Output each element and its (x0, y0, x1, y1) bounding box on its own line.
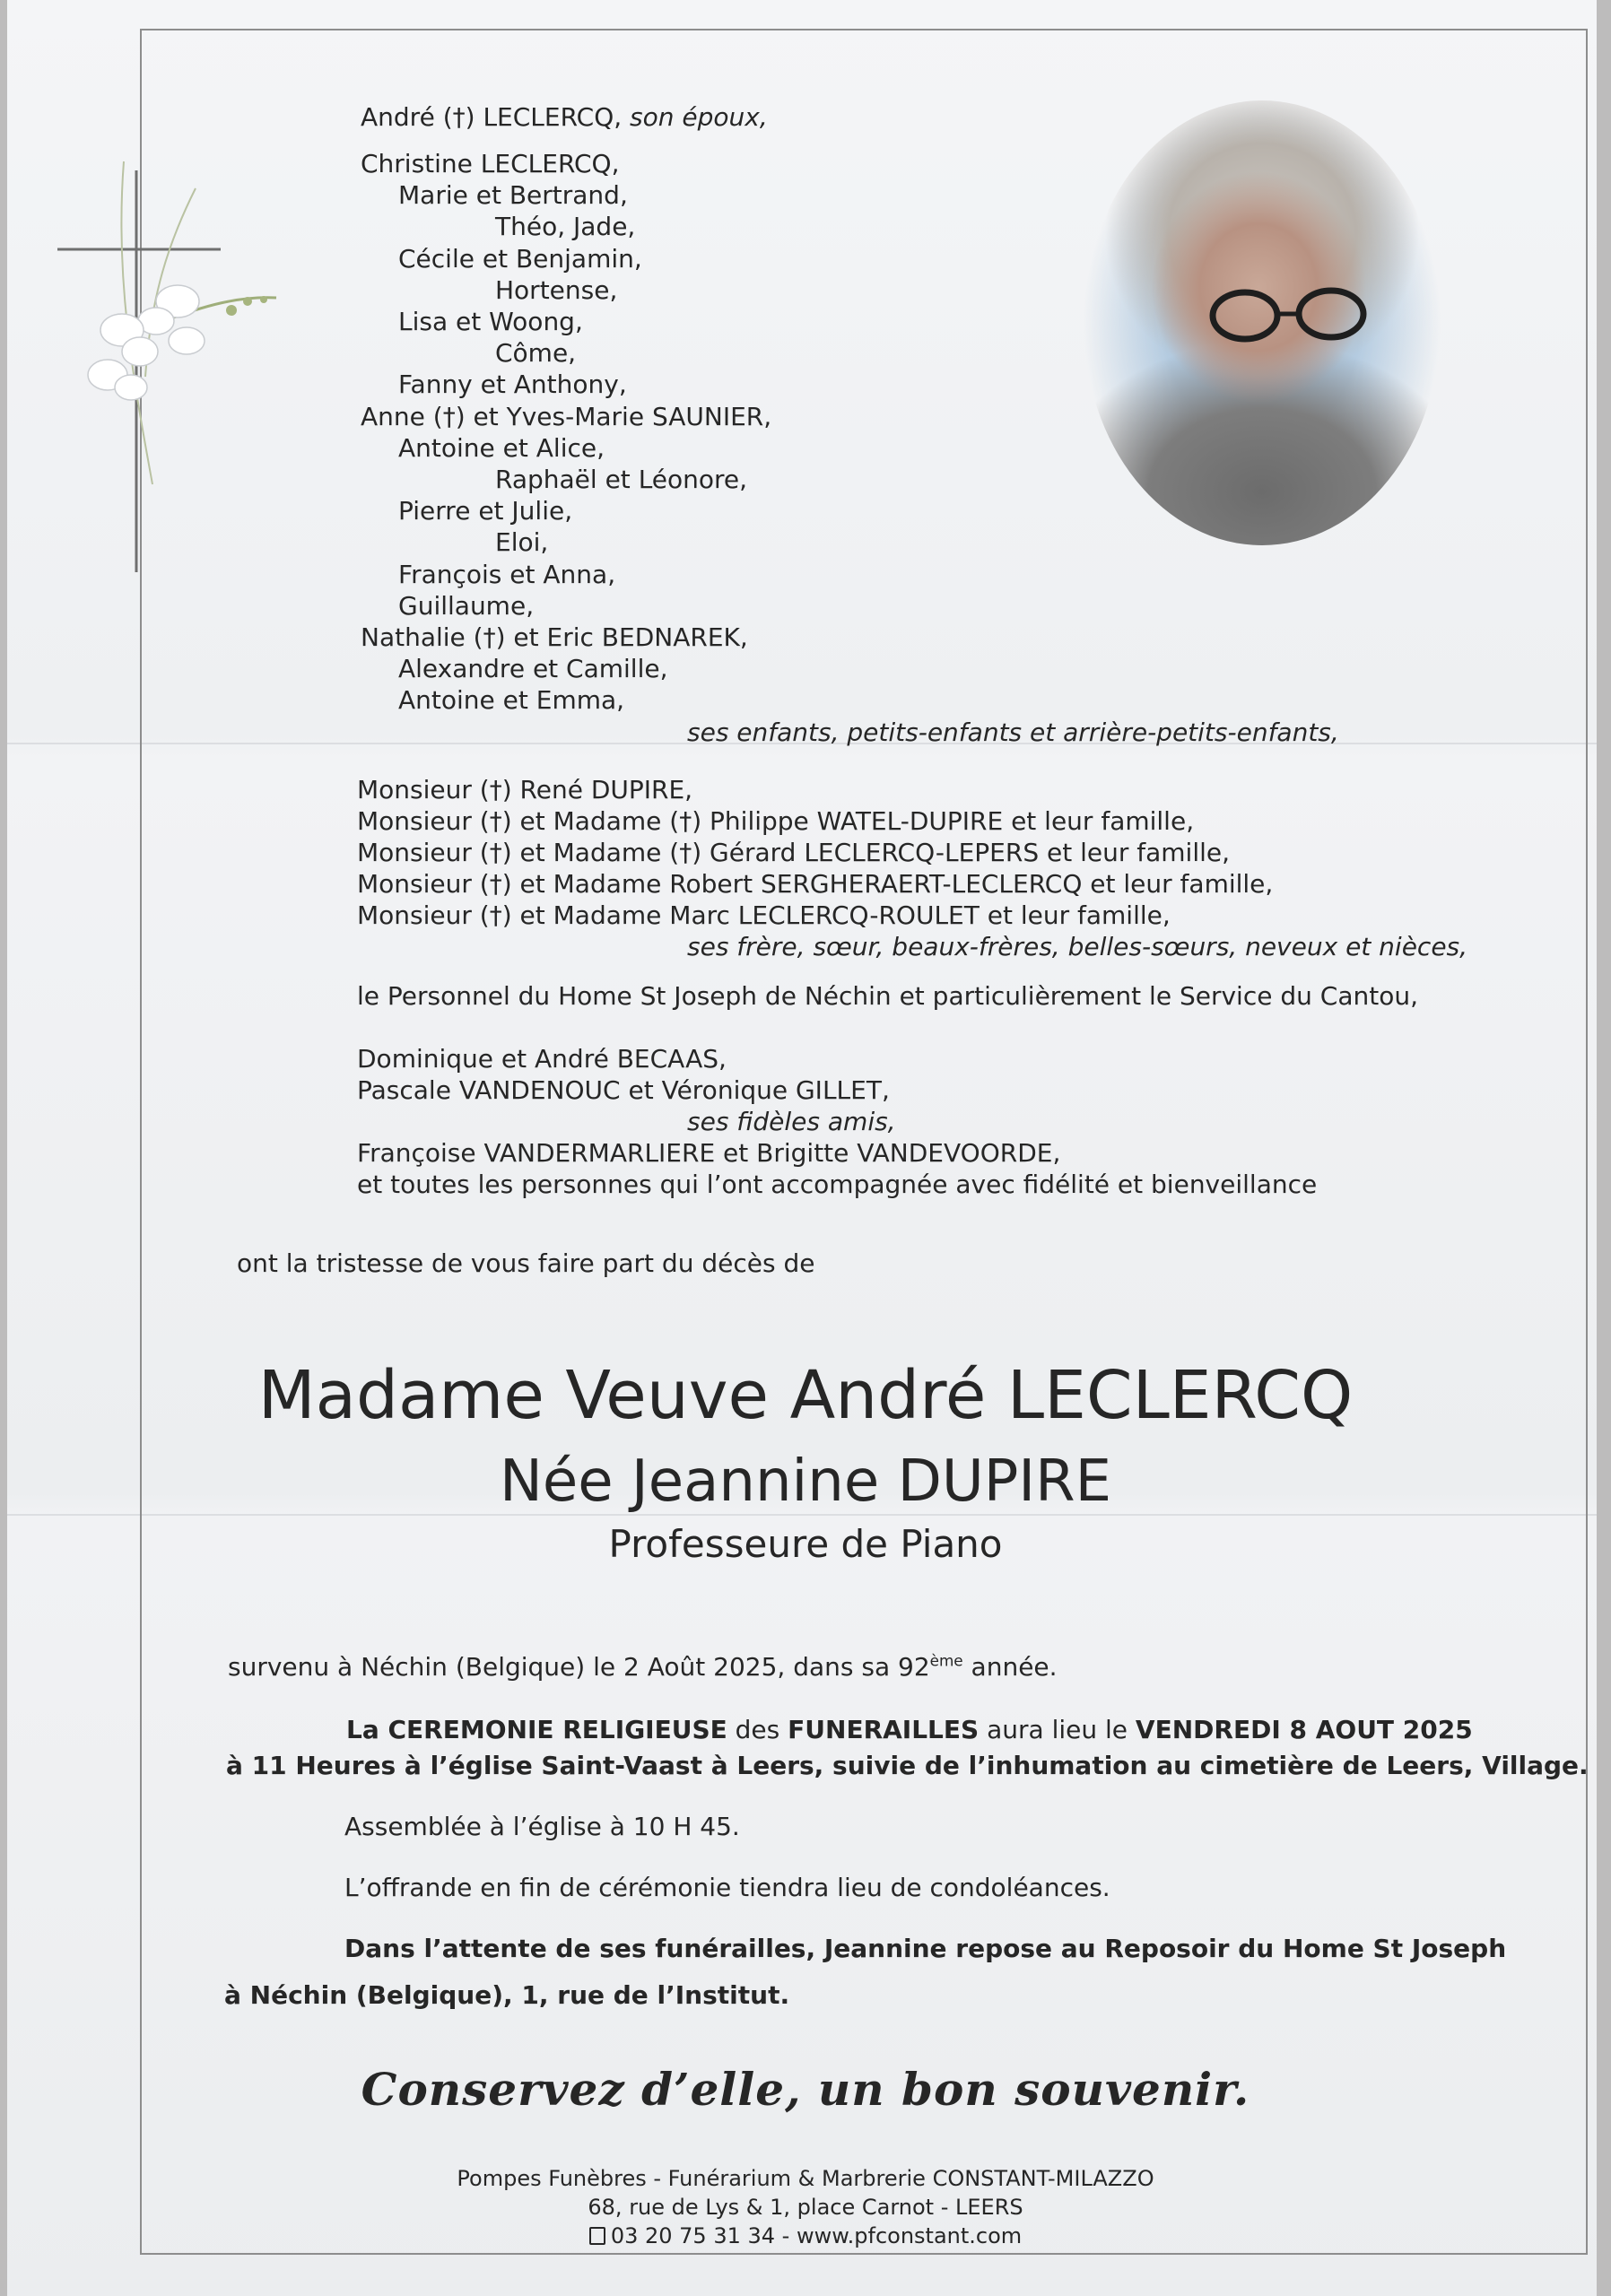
offering-line: L’offrande en fin de cérémonie tiendra lieu de condoléances. (344, 1873, 1110, 1902)
friend-line: et toutes les personnes qui l’ont accompagnée avec fidélité et bienveillance (357, 1170, 1318, 1199)
family-member-line: Théo, Jade, (495, 212, 636, 242)
family-member-line: Hortense, (495, 274, 618, 305)
family-member-line: Alexandre et Camille, (398, 654, 668, 684)
assembly-line: Assemblée à l’église à 10 H 45. (344, 1812, 740, 1841)
family-member-line: Antoine et Alice, (398, 432, 605, 463)
deceased-birth-name: Née Jeannine DUPIRE (499, 1448, 1112, 1515)
rest-line-2: à Néchin (Belgique), 1, rue de l’Institut. (224, 1980, 790, 2010)
rest-line-1: Dans l’attente de ses funérailles, Jeannine repose au Reposoir du Home St Joseph (344, 1934, 1507, 1963)
sibling-line: Monsieur (†) et Madame (†) Gérard LECLERCQ-LEPERS et leur famille, (357, 838, 1231, 867)
deceased-name: Madame Veuve André LECLERCQ (257, 1357, 1354, 1434)
friends-caption: ses fidèles amis, (687, 1107, 896, 1136)
announcement: ont la tristesse de vous faire part du décès de (237, 1248, 815, 1278)
sibling-line: Monsieur (†) et Madame Robert SERGHERAERT-LECLERCQ et leur famille, (357, 869, 1274, 899)
sibling-line: Monsieur (†) et Madame Marc LECLERCQ-ROULET et leur famille, (357, 900, 1171, 930)
family-member-line: Pierre et Julie, (398, 496, 573, 526)
cross-orchid-icon (52, 144, 285, 574)
family-member-line: Antoine et Emma, (398, 685, 625, 716)
funeral-home-address: 68, rue de Lys & 1, place Carnot - LEERS (588, 2195, 1023, 2220)
ceremony-line-1: La CEREMONIE RELIGIEUSE des FUNERAILLES aura lieu le VENDREDI 8 AOUT 2025 (346, 1715, 1473, 1744)
death-line: survenu à Néchin (Belgique) le 2 Août 2025, dans sa 92ème année. (228, 1651, 1058, 1682)
sibling-line: Monsieur (†) René DUPIRE, (357, 775, 693, 804)
ceremony-line-2: à 11 Heures à l’église Saint-Vaast à Leers, suivie de l’inhumation au cimetière de Leers, Village. (226, 1751, 1589, 1780)
family-member-line: Eloi, (495, 527, 549, 558)
family-member-line: Guillaume, (398, 590, 535, 621)
deceased-profession: Professeure de Piano (608, 1522, 1003, 1566)
staff-line: le Personnel du Home St Joseph de Néchin et particulièrement le Service du Cantou, (357, 981, 1418, 1011)
funeral-home-name: Pompes Funèbres - Funérarium & Marbrerie CONSTANT-MILAZZO (457, 2166, 1154, 2191)
family-member-line: Côme, (495, 338, 577, 369)
funeral-home-contact: 03 20 75 31 34 - www.pfconstant.com (0, 2222, 1611, 2249)
closing-phrase: Conservez d’elle, un bon souvenir. (361, 2063, 1250, 2116)
spouse-name: André (†) LECLERCQ (361, 102, 614, 132)
family-member-line: Raphaël et Léonore, (495, 465, 748, 494)
family-member-line: Anne (†) et Yves-Marie SAUNIER, (361, 401, 772, 431)
family-member-line: Cécile et Benjamin, (398, 243, 642, 274)
friend-line: Pascale VANDENOUC et Véronique GILLET, (357, 1075, 890, 1105)
family-member-line: Lisa et Woong, (398, 307, 583, 336)
family-member-line: Fanny et Anthony, (398, 370, 627, 400)
siblings-caption: ses frère, sœur, beaux-frères, belles-sœurs, neveux et nièces, (687, 932, 1468, 961)
family-member-line: Nathalie (†) et Eric BEDNAREK, (361, 622, 748, 652)
children-caption: ses enfants, petits-enfants et arrière-petits-enfants, (687, 718, 1339, 747)
family-member-line: Christine LECLERCQ, (361, 149, 620, 178)
family-member-line: François et Anna, (398, 559, 616, 589)
friend-line: Dominique et André BECAAS, (357, 1044, 727, 1074)
portrait-glasses (1200, 285, 1389, 344)
phone-icon (589, 2227, 605, 2245)
spouse-line: André (†) LECLERCQ, son époux, (361, 102, 768, 132)
sibling-line: Monsieur (†) et Madame (†) Philippe WATEL-DUPIRE et leur famille, (357, 806, 1195, 836)
family-member-line: Marie et Bertrand, (398, 180, 628, 211)
spouse-role: son époux, (630, 102, 768, 132)
friend-line: Françoise VANDERMARLIERE et Brigitte VANDEVOORDE, (357, 1138, 1061, 1168)
